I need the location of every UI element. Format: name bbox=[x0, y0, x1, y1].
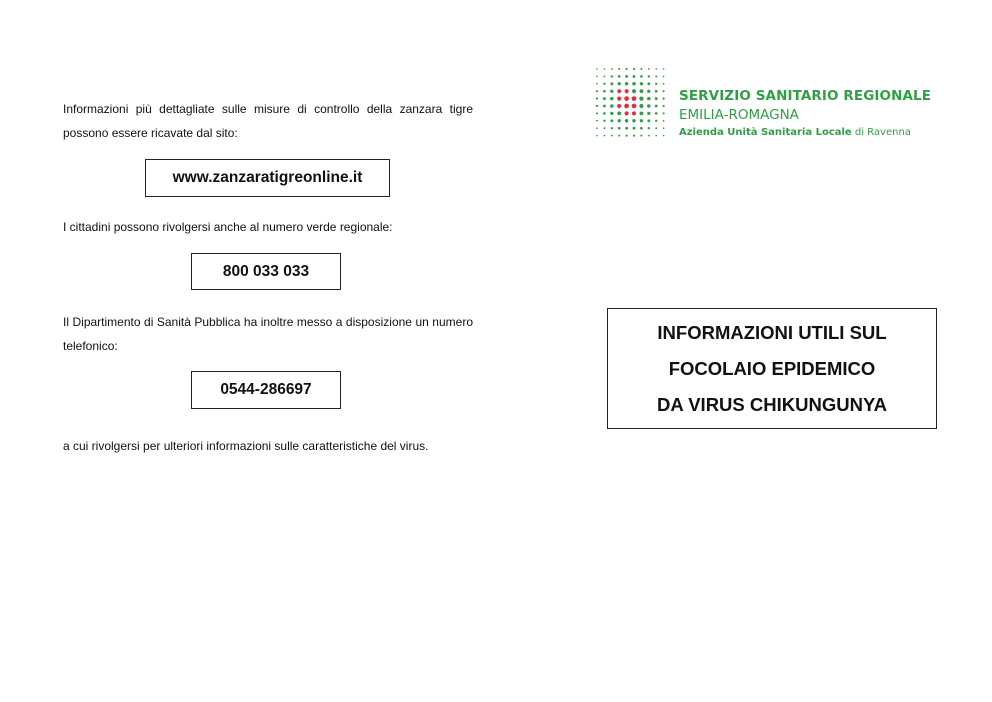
phone-number: 0544-286697 bbox=[220, 381, 312, 398]
logo-dot bbox=[626, 68, 628, 70]
logo-dot bbox=[596, 120, 598, 122]
logo-dot bbox=[632, 111, 636, 115]
logo-dot bbox=[633, 135, 635, 137]
logo-dot bbox=[647, 119, 650, 122]
logo-dot bbox=[596, 105, 598, 107]
logo-dot bbox=[603, 75, 605, 77]
phone-number-box bbox=[191, 371, 341, 409]
logo-dot bbox=[640, 82, 643, 85]
logo-dot bbox=[663, 76, 665, 78]
logo-dot bbox=[655, 83, 657, 85]
logo-dot bbox=[625, 75, 628, 78]
website-box bbox=[145, 159, 390, 197]
logo-dot bbox=[640, 75, 643, 78]
logo-agency-name: Azienda Unità Sanitaria Locale bbox=[679, 127, 852, 138]
toll-free-number: 800 033 033 bbox=[222, 262, 310, 280]
logo-dot bbox=[617, 112, 621, 116]
website-link[interactable]: www.zanzaratigreonline.it bbox=[172, 169, 363, 186]
logo-dot bbox=[663, 105, 665, 107]
ausl-ravenna-logo bbox=[594, 66, 934, 142]
logo-dot bbox=[624, 96, 629, 101]
logo-dot bbox=[596, 76, 598, 78]
logo-dot bbox=[618, 82, 621, 85]
logo-dot bbox=[663, 68, 665, 70]
logo-dot bbox=[655, 120, 657, 122]
logo-dot bbox=[663, 98, 665, 100]
toll-free-number-box bbox=[191, 253, 341, 290]
logo-dot bbox=[648, 127, 650, 129]
logo-dot bbox=[663, 135, 665, 137]
logo-dot bbox=[655, 112, 658, 115]
logo-dot bbox=[603, 90, 606, 93]
logo-dot bbox=[647, 112, 650, 115]
leaflet-title-box bbox=[607, 308, 937, 429]
title-line-1: INFORMAZIONI UTILI SUL bbox=[657, 322, 887, 343]
logo-dot bbox=[648, 75, 650, 77]
logo-dot bbox=[618, 135, 620, 137]
logo-dot bbox=[611, 75, 613, 77]
logo-dot bbox=[604, 135, 606, 137]
logo-dot bbox=[647, 82, 650, 85]
logo-dot bbox=[618, 127, 621, 130]
logo-dot bbox=[663, 112, 665, 114]
logo-dot bbox=[663, 120, 665, 122]
logo-dot bbox=[640, 89, 644, 93]
logo-dot bbox=[603, 112, 606, 115]
public-health-paragraph: Il Dipartimento di Sanità Pubblica ha inoltre messo a disposizione un numero telefonico: bbox=[63, 315, 473, 353]
logo-dot bbox=[596, 135, 598, 137]
logo-dot bbox=[603, 97, 606, 100]
title-line-2: FOCOLAIO EPIDEMICO bbox=[668, 358, 876, 379]
logo-dot bbox=[610, 104, 614, 108]
logo-dot bbox=[596, 90, 598, 92]
logo-dot bbox=[626, 135, 628, 137]
logo-dot bbox=[655, 127, 657, 129]
logo-dot bbox=[603, 83, 605, 85]
logo-dot bbox=[610, 112, 613, 115]
logo-dot bbox=[610, 82, 613, 85]
logo-dot bbox=[625, 82, 629, 86]
logo-line-agency bbox=[679, 127, 911, 138]
logo-dot bbox=[618, 119, 621, 122]
logo-dot bbox=[604, 68, 606, 70]
logo-dot bbox=[632, 96, 637, 101]
logo-dot bbox=[610, 90, 613, 93]
logo-dot bbox=[603, 105, 606, 108]
logo-dot bbox=[625, 89, 629, 93]
logo-dot bbox=[655, 68, 657, 70]
logo-dot bbox=[632, 89, 636, 93]
intro-paragraph: Informazioni più dettagliate sulle misure di controllo della zanzara tigre possono essere ricavate dal sito: bbox=[63, 102, 473, 140]
logo-dot bbox=[611, 127, 613, 129]
logo-dot bbox=[655, 105, 658, 108]
logo-dot bbox=[618, 75, 621, 78]
logo-dot bbox=[640, 135, 642, 137]
logo-dot bbox=[647, 90, 650, 93]
logo-dot bbox=[611, 68, 613, 70]
logo-dot bbox=[625, 127, 628, 130]
logo-dot bbox=[663, 83, 665, 85]
logo-dot bbox=[603, 127, 605, 129]
logo-dot bbox=[655, 75, 657, 77]
logo-dot bbox=[648, 135, 650, 137]
logo-dot bbox=[640, 68, 642, 70]
logo-dot bbox=[632, 82, 636, 86]
logo-dot bbox=[610, 119, 613, 122]
logo-dot bbox=[655, 90, 658, 93]
logo-dot bbox=[647, 104, 651, 108]
logo-dot bbox=[663, 90, 665, 92]
dot-grid-logo-icon bbox=[594, 66, 670, 142]
logo-dot bbox=[596, 68, 598, 70]
logo-line-service: SERVIZIO SANITARIO REGIONALE bbox=[679, 88, 932, 104]
logo-dot bbox=[625, 111, 629, 115]
logo-dot bbox=[618, 68, 620, 70]
logo-dot bbox=[610, 97, 614, 101]
logo-dot bbox=[617, 104, 621, 108]
logo-dot bbox=[596, 83, 598, 85]
logo-dot bbox=[663, 127, 665, 129]
logo-dot bbox=[639, 97, 643, 101]
logo-dot bbox=[633, 75, 636, 78]
logo-dot bbox=[633, 127, 636, 130]
toll-free-paragraph: I cittadini possono rivolgersi anche al numero verde regionale: bbox=[63, 220, 393, 234]
logo-dot bbox=[633, 68, 635, 70]
logo-dot bbox=[640, 127, 643, 130]
logo-dot bbox=[655, 135, 657, 137]
logo-line-region: EMILIA-ROMAGNA bbox=[679, 107, 799, 123]
logo-dot bbox=[596, 98, 598, 100]
logo-dot bbox=[648, 68, 650, 70]
logo-dot bbox=[655, 97, 658, 100]
closing-paragraph: a cui rivolgersi per ulteriori informazioni sulle caratteristiche del virus. bbox=[63, 439, 429, 453]
logo-dot bbox=[596, 127, 598, 129]
logo-dot bbox=[617, 89, 621, 93]
logo-dot bbox=[647, 97, 651, 101]
logo-dot bbox=[632, 119, 636, 123]
logo-dot bbox=[639, 104, 643, 108]
logo-dot bbox=[632, 104, 637, 109]
logo-dot bbox=[624, 104, 629, 109]
title-line-3: DA VIRUS CHIKUNGUNYA bbox=[657, 394, 887, 415]
logo-dot bbox=[596, 112, 598, 114]
logo-dot bbox=[640, 112, 644, 116]
logo-dot bbox=[617, 97, 621, 101]
logo-dot bbox=[603, 120, 605, 122]
logo-agency-city: di Ravenna bbox=[851, 127, 911, 138]
logo-dot bbox=[640, 119, 643, 122]
logo-dot bbox=[611, 135, 613, 137]
logo-dot bbox=[625, 119, 629, 123]
